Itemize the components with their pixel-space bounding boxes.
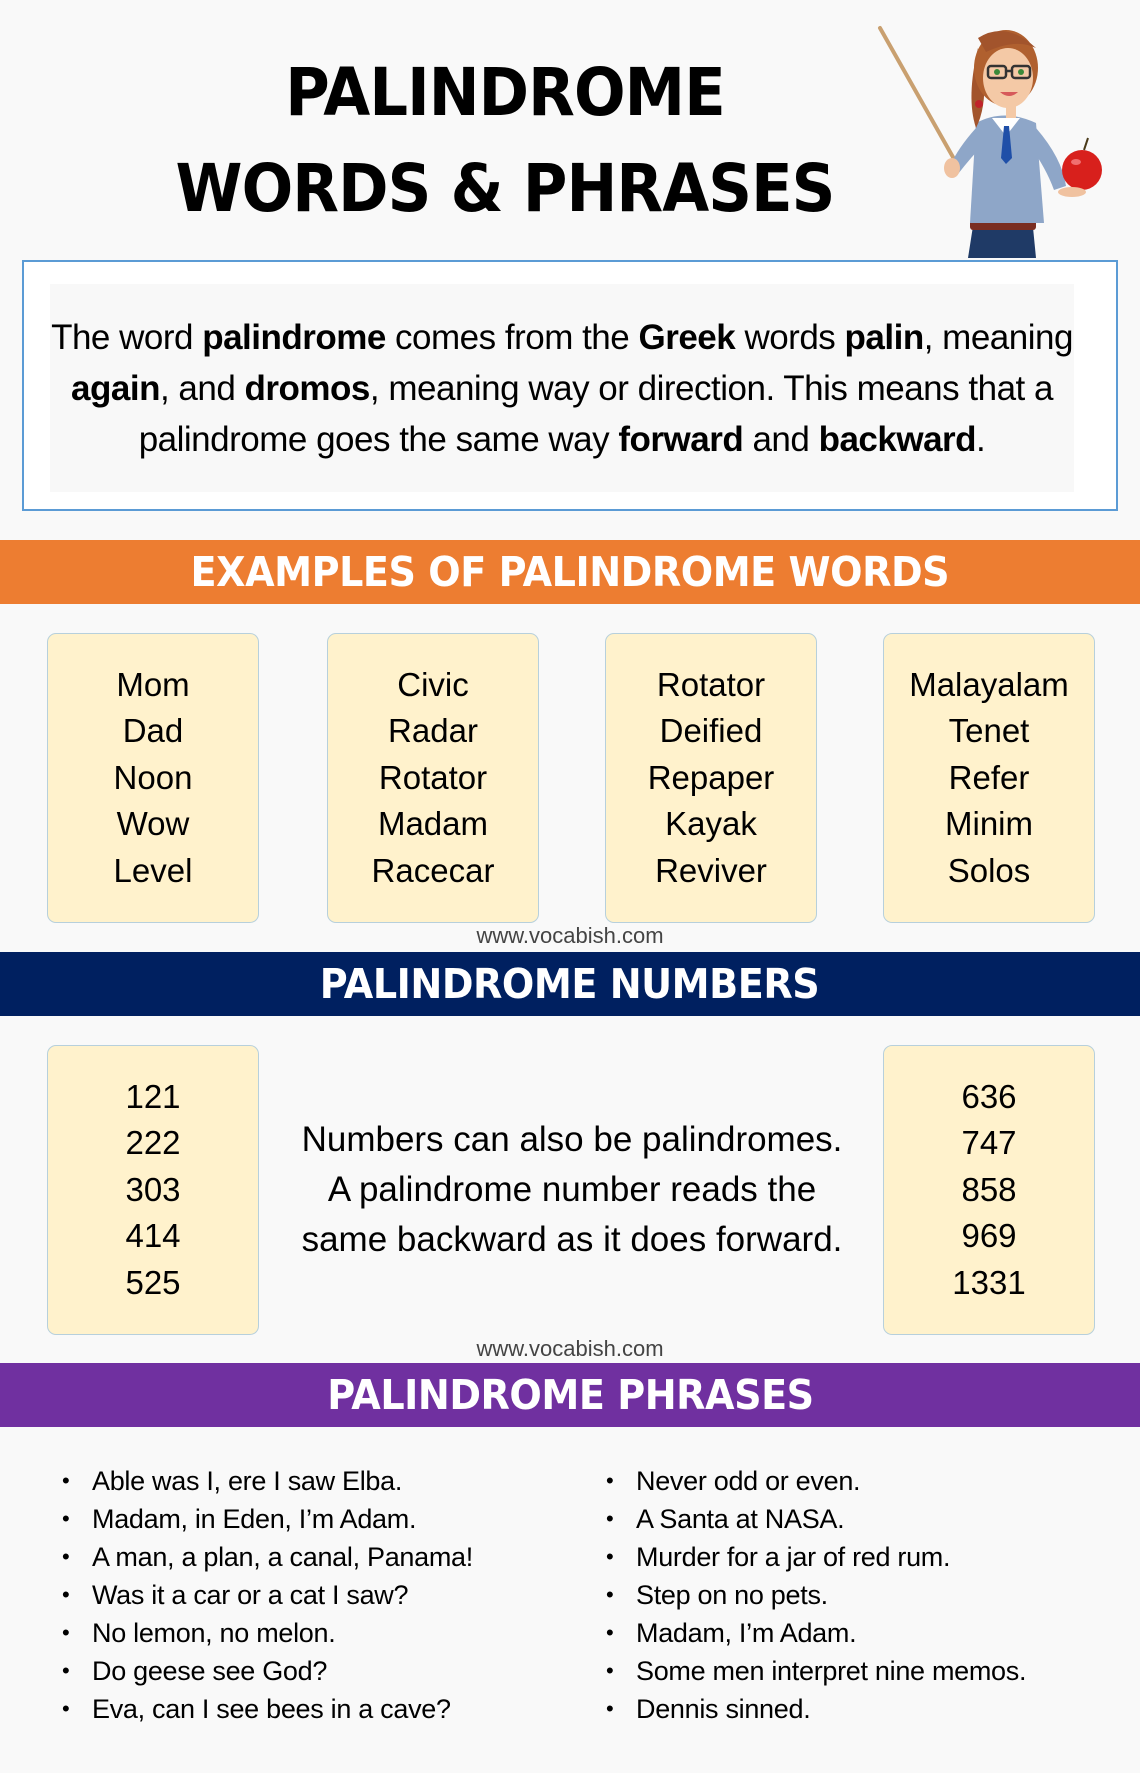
intro-text-segment: . [976,419,986,459]
word-item: Dad [122,712,184,750]
phrase-text: Do geese see God? [92,1656,328,1686]
word-item: Madam [377,805,489,843]
phrases-section-heading [0,1363,1140,1427]
intro-bold-term: backward [818,419,977,459]
phrase-text: A Santa at NASA. [636,1504,845,1534]
bullet-icon: • [62,1468,70,1493]
word-item: Refer [948,758,1030,796]
phrase-text: Madam, I’m Adam. [636,1618,857,1648]
word-item: Level [113,851,193,889]
bullet-icon: • [606,1544,614,1569]
intro-box [22,260,1118,511]
phrase-text: No lemon, no melon. [92,1618,336,1648]
phrase-item [62,1652,473,1690]
phrase-item [606,1462,1026,1500]
bullet-icon: • [606,1582,614,1607]
intro-bold-term: dromos [244,368,370,408]
bullet-icon: • [62,1620,70,1645]
number-card-left [47,1045,259,1335]
word-item: Civic [397,665,469,703]
page-title-line-1: PALINDROME [285,54,725,131]
phrase-text: Was it a car or a cat I saw? [92,1580,409,1610]
intro-bold-term: palin [844,317,924,357]
intro-bold-term: Greek [638,317,736,357]
number-item: 636 [961,1077,1017,1115]
bullet-icon: • [62,1696,70,1721]
phrase-item [62,1690,473,1728]
number-item: 222 [125,1124,181,1162]
phrase-text: Able was I, ere I saw Elba. [92,1466,403,1496]
intro-text-segment: words [735,317,845,357]
number-item: 121 [125,1077,181,1115]
word-card-4 [883,633,1095,923]
page-title-line-2: WORDS & PHRASES [175,150,835,227]
phrase-item [62,1576,473,1614]
phrase-text: Eva, can I see bees in a cave? [92,1694,451,1724]
number-card-right [883,1045,1095,1335]
words-heading-text: EXAMPLES OF PALINDROME WORDS [190,548,950,596]
bullet-icon: • [62,1582,70,1607]
number-item: 747 [961,1124,1017,1162]
number-item: 969 [961,1217,1017,1255]
word-item: Minim [945,805,1033,843]
intro-text-segment: , meaning [923,317,1073,357]
phrase-item [606,1614,1026,1652]
word-card-3 [605,633,817,923]
phrase-text: Step on no pets. [636,1580,828,1610]
numbers-description-line: Numbers can also be palindromes. [301,1120,843,1159]
numbers-section-heading [0,952,1140,1016]
bullet-icon: • [606,1620,614,1645]
intro-bold-term: forward [618,419,744,459]
phrases-list-right [606,1462,1026,1728]
numbers-description-line: same backward as it does forward. [301,1220,843,1259]
phrase-item [62,1462,473,1500]
word-item: Radar [388,712,478,750]
numbers-description [262,1115,882,1265]
intro-text-segment: comes from the [385,317,639,357]
phrase-item [606,1538,1026,1576]
number-item: 414 [125,1217,181,1255]
numbers-heading-text: PALINDROME NUMBERS [320,960,820,1008]
bullet-icon: • [606,1696,614,1721]
phrase-item [606,1652,1026,1690]
word-item: Solos [947,851,1031,889]
bullet-icon: • [62,1506,70,1531]
word-item: Kayak [665,805,757,843]
intro-text [50,312,1074,465]
phrase-text: A man, a plan, a canal, Panama! [92,1542,473,1572]
bullet-icon: • [606,1506,614,1531]
phrase-text: Dennis sinned. [636,1694,811,1724]
word-item: Noon [113,758,193,796]
intro-text-segment: , meaning way or direction. This means that a palindrome goes the same way [138,368,1053,459]
bullet-icon: • [606,1658,614,1683]
word-item: Repaper [647,758,775,796]
number-item: 858 [961,1170,1017,1208]
bullet-icon: • [62,1658,70,1683]
watermark: www.vocabish.com [476,923,664,948]
word-item: Malayalam [909,665,1069,703]
number-item: 525 [125,1263,181,1301]
bullet-icon: • [62,1544,70,1569]
intro-text-segment: and [743,419,819,459]
word-item: Deified [659,712,763,750]
number-item: 1331 [952,1263,1026,1301]
number-item: 303 [125,1170,181,1208]
word-card-2 [327,633,539,923]
intro-text-segment: , and [159,368,245,408]
teacher-illustration-icon [866,8,1106,260]
phrase-text: Never odd or even. [636,1466,861,1496]
bullet-icon: • [606,1468,614,1493]
word-item: Mom [116,665,190,703]
phrases-list-left [62,1462,473,1728]
word-item: Rotator [378,758,488,796]
intro-panel [50,284,1074,492]
phrase-text: Some men interpret nine memos. [636,1656,1027,1686]
word-item: Rotator [656,665,766,703]
word-item: Reviver [655,851,767,889]
phrase-item [606,1576,1026,1614]
intro-text-segment: The word [51,317,203,357]
phrase-text: Madam, in Eden, I’m Adam. [92,1504,417,1534]
word-item: Tenet [948,712,1030,750]
numbers-description-line: A palindrome number reads the [327,1170,817,1209]
word-item: Wow [116,805,190,843]
word-item: Racecar [371,851,495,889]
phrase-item [606,1500,1026,1538]
phrase-item [62,1538,473,1576]
phrase-item [606,1690,1026,1728]
word-card-1 [47,633,259,923]
watermark: www.vocabish.com [476,1336,664,1361]
intro-bold-term: again [71,368,160,408]
phrase-text: Murder for a jar of red rum. [636,1542,951,1572]
phrase-item [62,1500,473,1538]
phrase-item [62,1614,473,1652]
words-section-heading [0,540,1140,604]
intro-bold-term: palindrome [202,317,386,357]
phrases-heading-text: PALINDROME PHRASES [326,1371,814,1419]
